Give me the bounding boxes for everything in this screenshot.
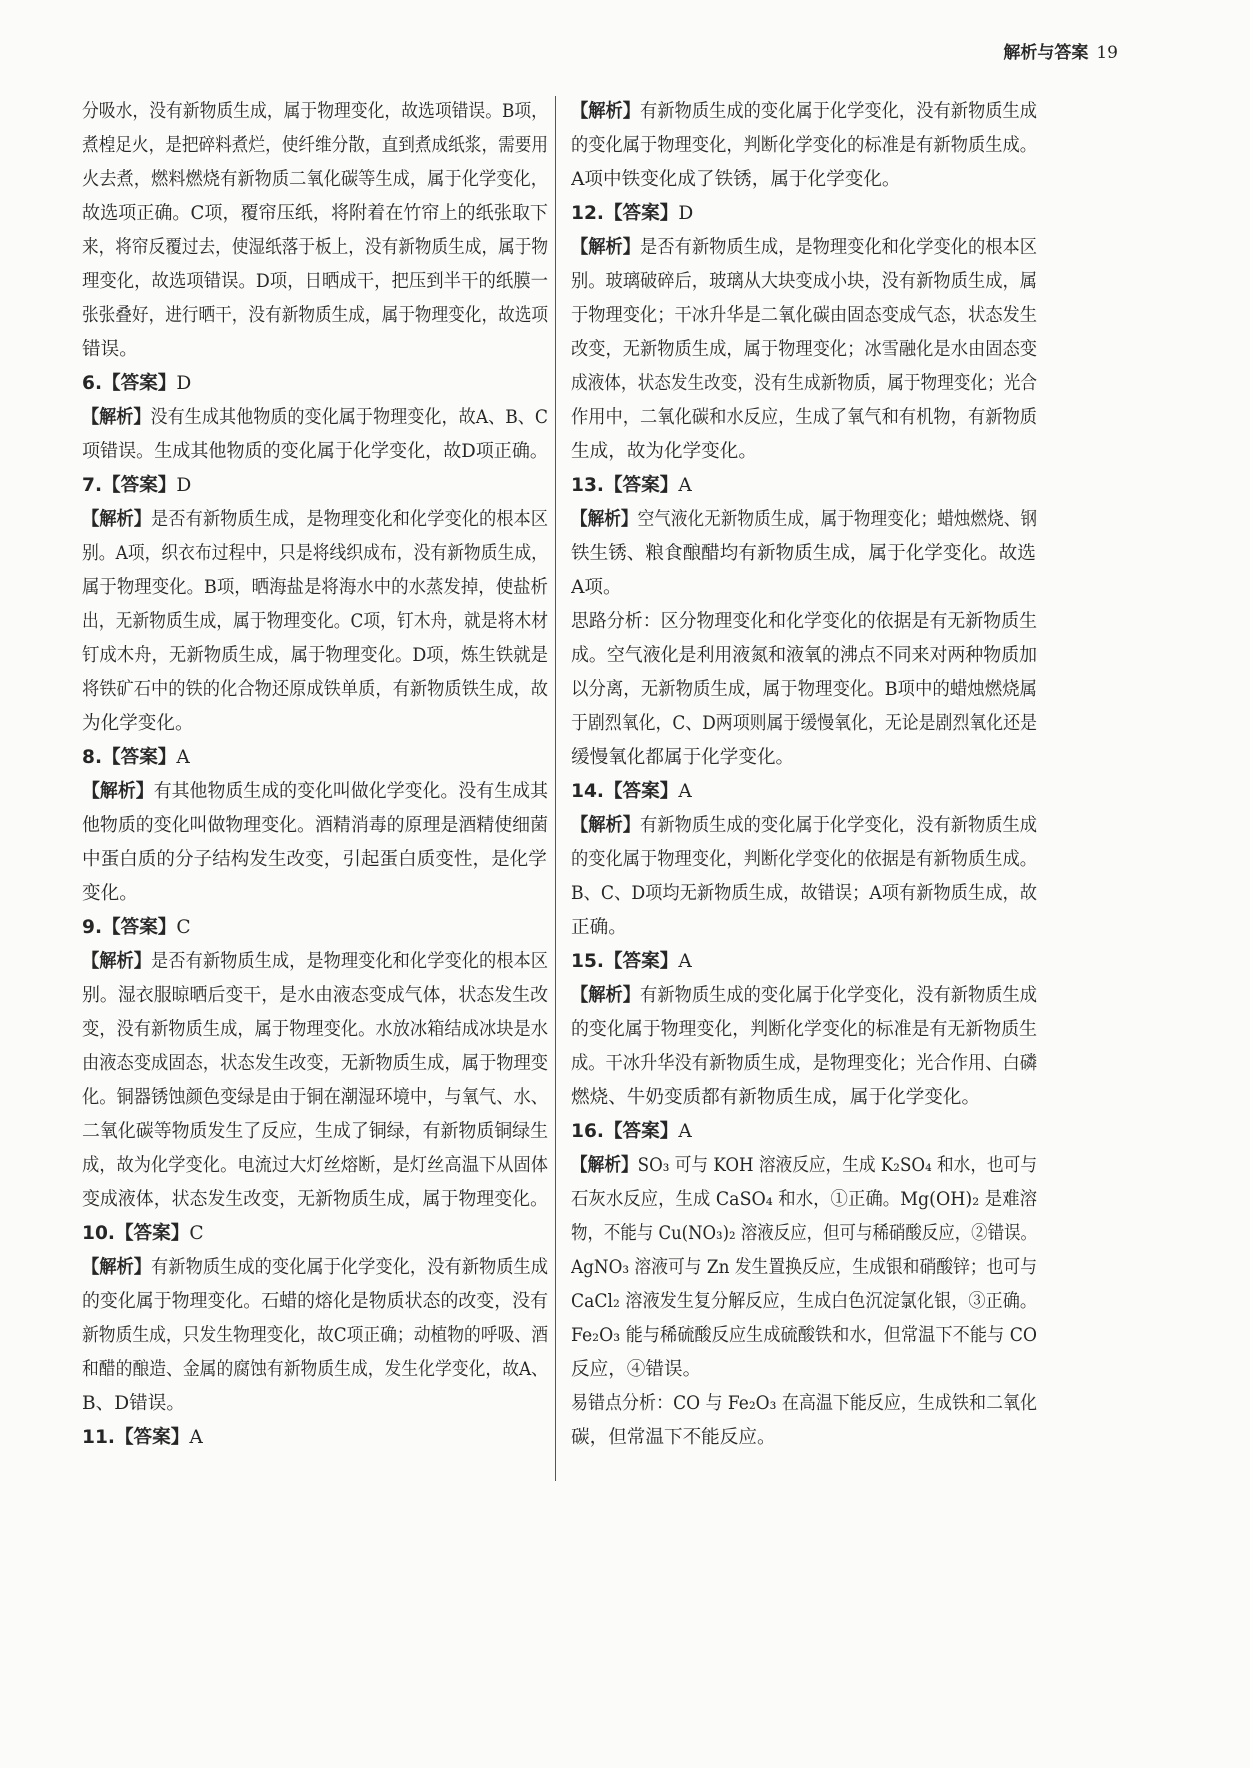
text-line-content <box>571 469 692 503</box>
text-line <box>82 1081 548 1115</box>
text-line-content <box>82 741 190 775</box>
text-line <box>571 775 1037 809</box>
line-text: 二氧化碳等物质发生了反应，生成了铜绿，有新物质铜绿生 <box>82 1121 548 1142</box>
text-line <box>571 299 1037 333</box>
line-text: A <box>678 1121 692 1142</box>
text-line-content <box>571 1251 1037 1285</box>
text-line-content <box>571 367 1037 401</box>
text-line-content <box>571 163 901 197</box>
text-line-content <box>82 1251 548 1285</box>
text-line <box>82 129 548 163</box>
line-text: 别。A项，织衣布过程中，只是将线织成布，没有新物质生成， <box>82 543 548 564</box>
line-text: 将铁矿石中的铁的化合物还原成铁单质，有新物质铁生成，故 <box>82 679 548 700</box>
text-line <box>82 265 548 299</box>
text-line-content <box>571 265 1037 299</box>
line-text: 的变化属于物理变化，判断化学变化的依据是有新物质生成。 <box>571 849 1037 870</box>
text-line-content <box>82 1047 548 1081</box>
text-line <box>571 537 1037 571</box>
text-line-content <box>82 197 548 231</box>
column-divider <box>555 96 556 1481</box>
text-line-content <box>82 367 191 401</box>
answer-label: 【解析】 <box>82 1257 152 1278</box>
text-line-content <box>571 605 1037 639</box>
text-line <box>82 1353 548 1387</box>
text-line-content <box>571 1183 1037 1217</box>
line-text: 空气液化无新物质生成，属于物理变化；蜡烛燃烧、钢 <box>637 509 1037 530</box>
answer-label: 【解析】 <box>82 951 152 972</box>
answer-label: 8.【答案】 <box>82 747 177 768</box>
text-line <box>571 129 1037 163</box>
line-text: 反应，④错误。 <box>571 1359 702 1380</box>
text-line <box>571 911 1037 945</box>
line-text: 别。玻璃破碎后，玻璃从大块变成小块，没有新物质生成，属 <box>571 271 1037 292</box>
text-line <box>82 435 548 469</box>
text-line <box>82 1013 548 1047</box>
line-text: 煮楻足火，是把碎料煮烂，使纤维分散，直到煮成纸浆，需要用 <box>82 135 548 156</box>
line-text: AgNO₃ 溶液可与 Zn 发生置换反应，生成银和硝酸锌；也可与 <box>571 1257 1037 1278</box>
line-text: C <box>189 1223 204 1244</box>
text-line-content <box>82 129 548 163</box>
text-line <box>571 1115 1037 1149</box>
text-line-content <box>82 1115 548 1149</box>
text-line <box>82 1387 548 1421</box>
line-text: A <box>176 747 190 768</box>
text-line <box>82 605 548 639</box>
line-text: 是否有新物质生成，是物理变化和化学变化的根本区 <box>151 509 548 530</box>
right-column <box>571 95 1037 1455</box>
line-text: 碳，但常温下不能反应。 <box>571 1427 776 1448</box>
text-line-content <box>571 809 1037 843</box>
text-line-content <box>82 571 548 605</box>
text-line-content <box>571 571 622 605</box>
answer-label: 【解析】 <box>571 815 641 836</box>
text-line <box>82 775 548 809</box>
line-text: 铁生锈、粮食酿醋均有新物质生成，属于化学变化。故选 <box>571 543 1036 564</box>
text-line <box>571 1081 1037 1115</box>
text-line <box>82 1115 548 1149</box>
text-line <box>82 741 548 775</box>
text-line-content <box>571 231 1037 265</box>
text-line <box>571 503 1037 537</box>
text-line-content <box>82 265 548 299</box>
line-text: 成。空气液化是利用液氮和液氧的沸点不同来对两种物质加 <box>571 645 1037 666</box>
line-text: 的变化属于物理变化，判断化学变化的标准是有无新物质生 <box>571 1019 1037 1040</box>
answer-label: 【解析】 <box>82 509 152 530</box>
text-line-content <box>82 299 548 333</box>
text-line <box>571 1013 1037 1047</box>
answer-label: 【解析】 <box>82 407 151 428</box>
text-line <box>571 979 1037 1013</box>
text-line <box>571 469 1037 503</box>
text-line-content <box>82 979 548 1013</box>
answer-label: 6.【答案】 <box>82 373 177 394</box>
line-text: 易错点分析：CO 与 Fe₂O₃ 在高温下能反应，生成铁和二氧化 <box>571 1393 1037 1414</box>
text-line-content <box>571 911 627 945</box>
text-line-content <box>571 775 692 809</box>
line-text: SO₃ 可与 KOH 溶液反应，生成 K₂SO₄ 和水，也可与 <box>637 1155 1037 1176</box>
page-number: 19 <box>1096 43 1118 63</box>
line-text: 燃烧、牛奶变质都有新物质生成，属于化学变化。 <box>571 1087 981 1108</box>
text-line-content <box>571 945 692 979</box>
line-text: 火去煮，燃料燃烧有新物质二氧化碳等生成，属于化学变化， <box>82 169 548 190</box>
answer-label: 【解析】 <box>571 1155 638 1176</box>
line-text: 缓慢氧化都属于化学变化。 <box>571 747 795 768</box>
line-text: A <box>189 1427 203 1448</box>
answer-label: 13.【答案】 <box>571 475 679 496</box>
text-line <box>571 1251 1037 1285</box>
answer-label: 15.【答案】 <box>571 951 679 972</box>
line-text: 以分离，无新物质生成，属于物理变化。B项中的蜡烛燃烧属 <box>571 679 1037 700</box>
answer-label: 【解析】 <box>571 101 641 122</box>
answer-label: 10.【答案】 <box>82 1223 190 1244</box>
line-text: 来，将帘反覆过去，使湿纸落于板上，没有新物质生成，属于物 <box>82 237 548 258</box>
line-text: 改变，无新物质生成，属于物理变化；冰雪融化是水由固态变 <box>571 339 1037 360</box>
answer-label: 9.【答案】 <box>82 917 177 938</box>
text-line <box>82 911 548 945</box>
text-line-content <box>82 673 548 707</box>
line-text: 故选项正确。C项，覆帘压纸，将附着在竹帘上的纸张取下 <box>82 203 548 224</box>
text-line-content <box>571 1387 1037 1421</box>
text-line <box>82 707 548 741</box>
text-line <box>571 1387 1037 1421</box>
text-line-content <box>82 1387 185 1421</box>
answer-label: 【解析】 <box>571 509 638 530</box>
line-text: A <box>678 475 692 496</box>
line-text: 有新物质生成的变化属于化学变化，没有新物质生成 <box>640 101 1037 122</box>
line-text: 有新物质生成的变化属于化学变化，没有新物质生成 <box>151 1257 548 1278</box>
text-line-content <box>82 1217 204 1251</box>
line-text: 没有生成其他物质的变化属于物理变化，故A、B、C <box>150 407 548 428</box>
line-text: A <box>678 781 692 802</box>
text-line <box>82 1183 548 1217</box>
text-line <box>82 1319 548 1353</box>
text-line <box>571 1217 1037 1251</box>
line-text: 成，故为化学变化。电流过大灯丝熔断，是灯丝高温下从固体 <box>82 1155 548 1176</box>
text-line <box>571 1047 1037 1081</box>
text-line-content <box>82 877 138 911</box>
text-line-content <box>571 1421 776 1455</box>
text-line <box>82 1149 548 1183</box>
text-line <box>571 945 1037 979</box>
line-text: 于剧烈氧化，C、D两项则属于缓慢氧化，无论是剧烈氧化还是 <box>571 713 1037 734</box>
line-text: 有新物质生成的变化属于化学变化，没有新物质生成 <box>640 985 1037 1006</box>
text-line <box>571 95 1037 129</box>
text-line-content <box>82 911 191 945</box>
text-line-content <box>571 197 693 231</box>
line-text: 别。湿衣服晾晒后变干，是水由液态变成气体，状态发生改 <box>82 985 548 1006</box>
text-line <box>571 1149 1037 1183</box>
line-text: 项错误。生成其他物质的变化属于化学变化，故D项正确。 <box>82 441 548 462</box>
text-line <box>82 197 548 231</box>
line-text: A <box>678 951 692 972</box>
answer-label: 12.【答案】 <box>571 203 679 224</box>
text-line-content <box>82 605 548 639</box>
line-text: 化。铜器锈蚀颜色变绿是由于铜在潮湿环境中，与氧气、水、 <box>82 1087 548 1108</box>
line-text: 他物质的变化叫做物理变化。酒精消毒的原理是酒精使细菌 <box>82 815 548 836</box>
answer-label: 【解析】 <box>571 237 641 258</box>
line-text: 正确。 <box>571 917 627 938</box>
line-text: 变，没有新物质生成，属于物理变化。水放冰箱结成冰块是水 <box>82 1019 548 1040</box>
line-text: CaCl₂ 溶液发生复分解反应，生成白色沉淀氯化银，③正确。 <box>571 1291 1037 1312</box>
line-text: 变化。 <box>82 883 138 904</box>
text-line <box>571 1319 1037 1353</box>
text-line <box>82 95 548 129</box>
line-text: 有新物质生成的变化属于化学变化，没有新物质生成 <box>640 815 1037 836</box>
answer-label: 【解析】 <box>571 985 641 1006</box>
text-line-content <box>571 1047 1037 1081</box>
text-line <box>571 401 1037 435</box>
line-text: 由液态变成固态，状态发生改变，无新物质生成，属于物理变 <box>82 1053 548 1074</box>
text-line <box>82 571 548 605</box>
text-line-content <box>571 707 1037 741</box>
text-line-content <box>82 775 548 809</box>
line-text: 理变化，故选项错误。D项，日晒成干，把压到半干的纸膜一 <box>82 271 548 292</box>
line-text: 的变化属于物理变化。石蜡的熔化是物质状态的改变，没有 <box>82 1291 548 1312</box>
text-line <box>82 1421 548 1455</box>
text-line-content <box>82 945 548 979</box>
text-line-content <box>82 1319 548 1353</box>
text-line-content <box>82 503 548 537</box>
text-line <box>82 469 548 503</box>
text-line <box>571 877 1037 911</box>
text-line <box>571 571 1037 605</box>
answer-label: 16.【答案】 <box>571 1121 679 1142</box>
text-line-content <box>571 95 1037 129</box>
text-line <box>82 503 548 537</box>
text-line <box>82 673 548 707</box>
text-line <box>82 1251 548 1285</box>
text-line <box>571 843 1037 877</box>
line-text: 张张叠好，进行晒干，没有新物质生成，属于物理变化，故选项 <box>82 305 548 326</box>
text-line <box>82 299 548 333</box>
text-line <box>82 945 548 979</box>
line-text: 为化学变化。 <box>82 713 194 734</box>
text-line-content <box>82 809 548 843</box>
answer-label: 14.【答案】 <box>571 781 679 802</box>
text-line-content <box>82 1149 548 1183</box>
line-text: 变成液体，状态发生改变，无新物质生成，属于物理变化。 <box>82 1189 548 1210</box>
line-text: 于物理变化；干冰升华是二氧化碳由固态变成气态，状态发生 <box>571 305 1037 326</box>
text-line <box>571 1353 1037 1387</box>
text-line <box>82 979 548 1013</box>
text-line <box>82 639 548 673</box>
text-line <box>571 367 1037 401</box>
text-line-content <box>571 401 1037 435</box>
text-line <box>82 1217 548 1251</box>
line-text: 思路分析：区分物理变化和化学变化的依据是有无新物质生 <box>571 611 1037 632</box>
text-line-content <box>82 639 548 673</box>
left-column <box>82 95 548 1455</box>
text-line-content <box>82 707 194 741</box>
text-line-content <box>571 333 1037 367</box>
text-line-content <box>571 1149 1037 1183</box>
line-text: 中蛋白质的分子结构发生改变，引起蛋白质变性，是化学 <box>82 849 547 870</box>
text-line-content <box>571 979 1037 1013</box>
line-text: 生成，故为化学变化。 <box>571 441 757 462</box>
text-line <box>571 673 1037 707</box>
text-line <box>571 741 1037 775</box>
line-text: B、C、D项均无新物质生成，故错误；A项有新物质生成，故 <box>571 883 1037 904</box>
text-line <box>82 231 548 265</box>
text-line <box>571 707 1037 741</box>
line-text: 是否有新物质生成，是物理变化和化学变化的根本区 <box>640 237 1037 258</box>
line-text: 是否有新物质生成，是物理变化和化学变化的根本区 <box>151 951 548 972</box>
text-line-content <box>571 1115 692 1149</box>
text-line <box>571 1285 1037 1319</box>
line-text: A项。 <box>571 577 622 598</box>
text-line-content <box>571 1353 701 1387</box>
text-line <box>571 809 1037 843</box>
header-title: 解析与答案 <box>1003 43 1089 63</box>
text-line <box>82 1047 548 1081</box>
text-line <box>571 231 1037 265</box>
text-line-content <box>82 95 548 129</box>
text-line-content <box>571 1217 1037 1251</box>
text-line-content <box>571 741 794 775</box>
text-line-content <box>82 843 547 877</box>
line-text: 成液体，状态发生改变，没有生成新物质，属于物理变化；光合 <box>571 373 1037 394</box>
line-text: 分吸水，没有新物质生成，属于物理变化，故选项错误。B项， <box>82 101 548 122</box>
text-line <box>82 537 548 571</box>
text-line-content <box>82 537 548 571</box>
text-line <box>571 163 1037 197</box>
text-line-content <box>82 1183 548 1217</box>
text-line-content <box>82 231 548 265</box>
text-line-content <box>82 1285 548 1319</box>
text-line-content <box>82 469 191 503</box>
text-line <box>82 163 548 197</box>
text-line-content <box>82 1353 548 1387</box>
text-line-content <box>571 299 1037 333</box>
line-text: D <box>176 475 192 496</box>
answer-label: 7.【答案】 <box>82 475 177 496</box>
text-line-content <box>82 435 548 469</box>
line-text: C <box>176 917 191 938</box>
line-text: D <box>678 203 694 224</box>
text-line-content <box>82 401 548 435</box>
text-line-content <box>82 333 138 367</box>
line-text: 新物质生成，只发生物理变化，故C项正确；动植物的呼吸、酒 <box>82 1325 548 1346</box>
line-text: Fe₂O₃ 能与稀硫酸反应生成硫酸铁和水，但常温下不能与 CO <box>571 1325 1037 1346</box>
text-line <box>82 1285 548 1319</box>
text-line <box>82 401 548 435</box>
line-text: A项中铁变化成了铁锈，属于化学变化。 <box>571 169 901 190</box>
text-line <box>571 265 1037 299</box>
text-line-content <box>82 1081 548 1115</box>
text-line-content <box>571 673 1037 707</box>
line-text: 物，不能与 Cu(NO₃)₂ 溶液反应，但可与稀硝酸反应，②错误。 <box>571 1223 1037 1244</box>
text-line-content <box>571 503 1037 537</box>
text-line-content <box>571 129 1037 163</box>
line-text: B、D错误。 <box>82 1393 185 1414</box>
text-line <box>571 639 1037 673</box>
text-line <box>82 333 548 367</box>
text-line-content <box>82 163 548 197</box>
text-line-content <box>571 435 757 469</box>
text-line-content <box>571 843 1037 877</box>
line-text: D <box>176 373 192 394</box>
line-text: 出，无新物质生成，属于物理变化。C项，钉木舟，就是将木材 <box>82 611 548 632</box>
text-line <box>571 605 1037 639</box>
text-line-content <box>571 537 1036 571</box>
text-line-content <box>571 1013 1037 1047</box>
text-line <box>571 1421 1037 1455</box>
answer-label: 11.【答案】 <box>82 1427 190 1448</box>
text-line <box>82 877 548 911</box>
line-text: 成。干冰升华没有新物质生成，是物理变化；光合作用、白磷 <box>571 1053 1037 1074</box>
text-line-content <box>82 1013 548 1047</box>
line-text: 石灰水反应，生成 CaSO₄ 和水，①正确。Mg(OH)₂ 是难溶 <box>571 1189 1037 1210</box>
text-line <box>571 333 1037 367</box>
line-text: 有其他物质生成的变化叫做化学变化。没有生成其 <box>153 781 548 802</box>
line-text: 的变化属于物理变化，判断化学变化的标准是有新物质生成。 <box>571 135 1037 156</box>
text-line-content <box>571 1319 1037 1353</box>
text-line-content <box>82 1421 203 1455</box>
text-line <box>571 1183 1037 1217</box>
text-line-content <box>571 877 1037 911</box>
text-line <box>82 843 548 877</box>
line-text: 属于物理变化。B项，晒海盐是将海水中的水蒸发掉，使盐析 <box>82 577 548 598</box>
line-text: 钉成木舟，无新物质生成，属于物理变化。D项，炼生铁就是 <box>82 645 548 666</box>
text-line-content <box>571 1081 980 1115</box>
text-line <box>571 197 1037 231</box>
line-text: 作用中，二氧化碳和水反应，生成了氧气和有机物，有新物质 <box>571 407 1037 428</box>
text-line <box>82 809 548 843</box>
page-header <box>1003 38 1118 63</box>
answer-label: 【解析】 <box>82 781 154 802</box>
line-text: 和醋的酿造、金属的腐蚀有新物质生成，发生化学变化，故A、 <box>82 1359 548 1380</box>
text-line <box>82 367 548 401</box>
text-line <box>571 435 1037 469</box>
text-line-content <box>571 1285 1037 1319</box>
text-line-content <box>571 639 1037 673</box>
line-text: 错误。 <box>82 339 138 360</box>
